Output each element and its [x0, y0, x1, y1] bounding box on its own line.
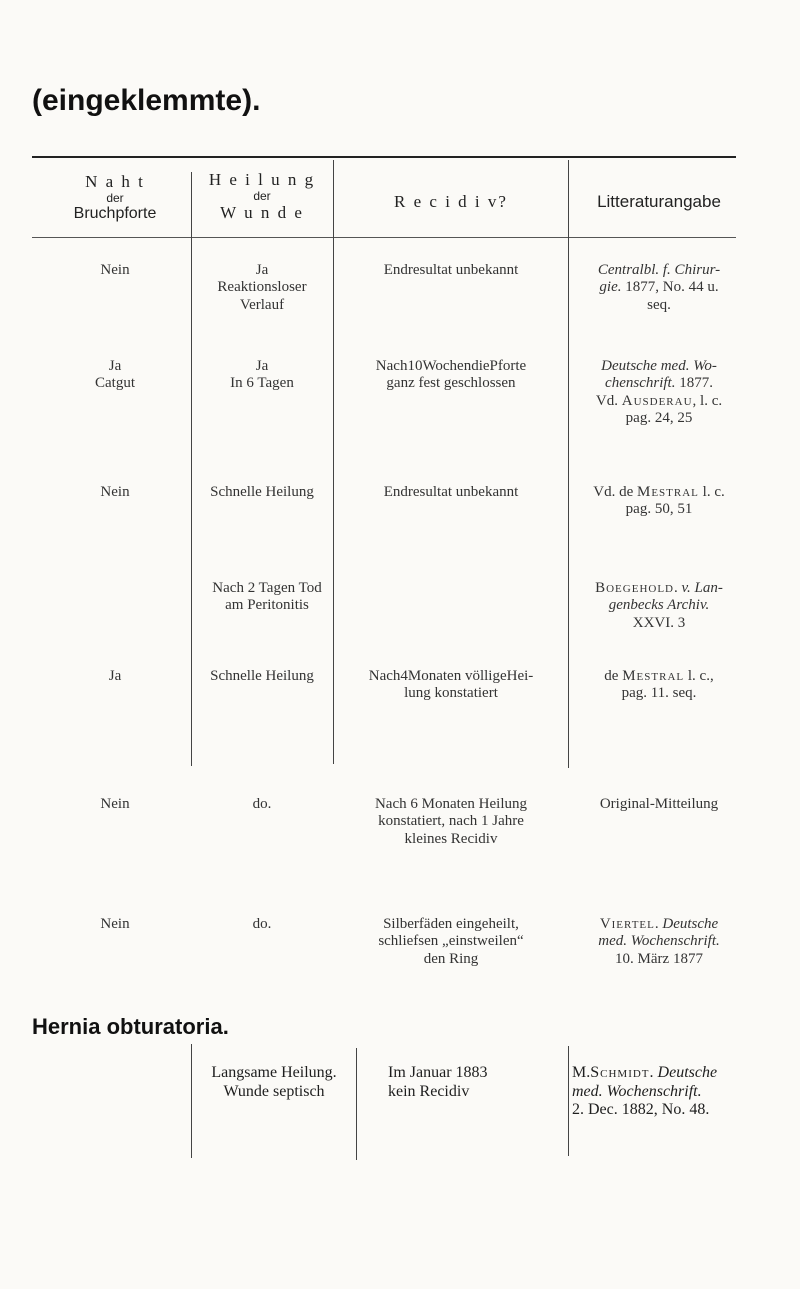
citation-part: Original-Mitteilung: [599, 796, 719, 812]
header-heilung-line3: W u n d e: [220, 203, 304, 223]
row6-naht: Nein: [100, 796, 130, 812]
row1-heilung: Ja Reaktionsloser Verlauf: [217, 262, 307, 313]
section-title-hernia-obturatoria: Hernia obturatoria.: [32, 1014, 229, 1039]
citation-part: M.: [572, 1064, 591, 1081]
table-header-rule: [32, 237, 736, 238]
citation-part: Viertel: [599, 916, 655, 932]
row6-heilung: do.: [252, 796, 272, 812]
row5-heilung: Schnelle Heilung: [210, 668, 314, 684]
row7-litteratur: [569, 916, 749, 968]
obturatoria-recidiv: Im Januar 1883 kein Recidiv: [388, 1064, 488, 1100]
citation-part: .: [649, 1064, 658, 1081]
row2-recidiv: Nach10WochendiePforte ganz fest geschlossen: [375, 358, 527, 392]
citation-part: 2. Dec. 1882, No. 48.: [572, 1101, 710, 1119]
row2-litteratur: [569, 358, 749, 428]
citation-part: Deutsche med. Wo- chenschrift.: [601, 358, 717, 392]
row2-heilung: Ja In 6 Tagen: [230, 358, 294, 392]
citation-part: l. c. pag. 50, 51: [625, 484, 725, 518]
row3-recidiv: Endresultat unbekannt: [383, 484, 519, 500]
header-naht-line1: N a h t: [85, 172, 145, 191]
citation-part: 1877, No. 44 u. seq.: [625, 279, 719, 313]
citation-part: Boegehold: [595, 580, 674, 596]
row5-litteratur: [569, 668, 749, 703]
citation-part: de: [604, 668, 623, 684]
row5-recidiv: Nach4Monaten völligeHei- lung konstatiert: [368, 668, 534, 702]
citation-part: XXVI. 3: [632, 614, 686, 631]
header-heilung: [192, 170, 332, 223]
column-divider: [568, 1046, 569, 1156]
row1-litteratur: [569, 262, 749, 314]
obturatoria-litteratur: [570, 1064, 752, 1120]
citation-part: Ausderau: [621, 392, 693, 409]
row1-naht: Nein: [100, 262, 130, 278]
table-top-rule: [32, 156, 736, 158]
header-naht-line2: der: [106, 190, 124, 205]
row3-litteratur: [569, 484, 749, 519]
citation-part: Mestral: [637, 484, 699, 500]
citation-part: Mestral: [622, 668, 685, 684]
row4-heilung: Nach 2 Tagen Tod am Peritonitis: [212, 580, 322, 614]
row6-recidiv: Nach 6 Monaten Heilung konstatiert, nach 1 Jahre kleines Recidiv: [374, 796, 528, 847]
citation-part: Schmidt: [590, 1064, 650, 1081]
row3-heilung: Schnelle Heilung: [210, 484, 314, 500]
page-title: (eingeklemmte).: [32, 84, 261, 117]
citation-part: Deutsche med. Wochenschrift.: [598, 916, 720, 950]
header-litteratur-line1: Litteraturangabe: [597, 192, 721, 211]
row7-recidiv: Silberfäden eingeheilt, schliefsen „einstweilen“ den Ring: [378, 916, 524, 967]
obturatoria-heilung: Langsame Heilung. Wunde septisch: [211, 1064, 337, 1100]
header-heilung-line2: der: [253, 188, 271, 203]
citation-part: l. c., pag. 11. seq.: [621, 668, 714, 702]
header-recidiv-line1: R e c i d i v?: [394, 192, 508, 211]
row5-naht: Ja: [108, 668, 122, 684]
row4-litteratur: [569, 580, 749, 632]
row6-litteratur: [569, 796, 749, 813]
row2-naht: Ja Catgut: [95, 358, 135, 392]
citation-part: Deutsche med. Wochenschrift.: [572, 1064, 718, 1100]
citation-part: 10. März 1877: [615, 950, 703, 967]
row7-naht: Nein: [100, 916, 130, 932]
row7-heilung: do.: [252, 916, 272, 932]
header-heilung-line1: H e i l u n g: [208, 170, 316, 189]
citation-part: Centralbl. f. Chirur- gie.: [597, 262, 721, 296]
header-naht: [40, 172, 190, 224]
citation-part: 1877. Vd.: [595, 375, 713, 409]
citation-part: v. Lan- genbecks Archiv.: [608, 580, 723, 614]
header-litteratur: [569, 192, 749, 212]
citation-part: .: [654, 916, 663, 932]
citation-part: .: [674, 580, 682, 596]
header-recidiv: [334, 192, 568, 212]
citation-part: , l. c. pag. 24, 25: [625, 392, 723, 427]
row1-recidiv: Endresultat unbekannt: [383, 262, 519, 278]
header-naht-line3: Bruchpforte: [73, 205, 157, 223]
citation-part: Vd. de: [593, 484, 637, 500]
row3-naht: Nein: [100, 484, 130, 500]
